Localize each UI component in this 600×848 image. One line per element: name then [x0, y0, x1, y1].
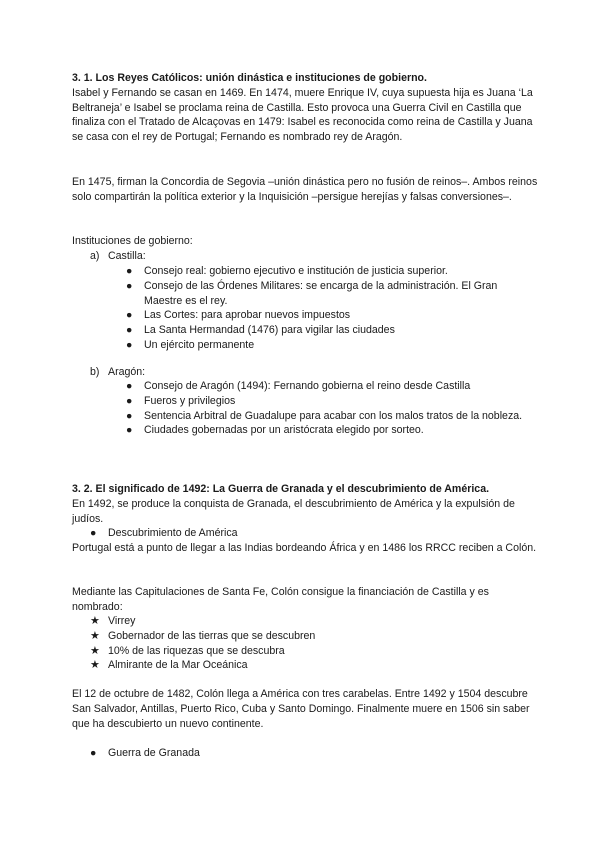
discovery-list [90, 526, 530, 541]
star-icon: ★ [90, 659, 100, 672]
section-2-paragraph-4-block [72, 687, 542, 731]
star-icon: ★ [90, 644, 100, 657]
list-item [126, 409, 536, 424]
list-item-text: Consejo real: gobierno ejecutivo e institución de justicia superior. [144, 265, 448, 277]
bullet-icon: ● [126, 279, 133, 292]
list-item [126, 379, 536, 394]
bullet-icon: ● [126, 380, 133, 392]
castilla-label: Castilla: [108, 250, 146, 262]
section-2-paragraph-3-block [72, 585, 542, 615]
list-item-text: Consejo de las Órdenes Militares: se encarga de la administración. El Gran Maestre es el rey. [144, 279, 498, 307]
bullet-icon: ● [126, 424, 133, 437]
aragon-label: Aragón: [108, 366, 146, 378]
bullet-icon: ● [126, 324, 133, 337]
titles-list [90, 614, 530, 673]
list-item [90, 629, 530, 644]
list-item-text: Ciudades gobernadas por un aristócrata elegido por sorteo. [144, 424, 424, 437]
star-icon: ★ [90, 615, 100, 627]
bullet-icon: ● [126, 338, 133, 351]
list-item [126, 423, 536, 438]
section-2-heading: 3. 2. El significado de 1492: La Guerra de Granada y el descubrimiento de América. [72, 483, 490, 495]
bullet-icon: ● [126, 409, 133, 422]
aragon-marker: b) [90, 366, 100, 378]
list-item [90, 658, 530, 673]
list-item [126, 394, 536, 409]
list-item-text: Consejo de Aragón (1494): Fernando gobierna el reino desde Castilla [144, 380, 471, 392]
section-2-paragraph-2-block [72, 541, 542, 556]
section-2-paragraph-2: Portugal está a punto de llegar a las Indias bordeando África y en 1486 los RRCC reciben a Colón. [72, 542, 537, 554]
list-item [126, 308, 536, 323]
section-1-heading: 3. 1. Los Reyes Católicos: unión dinástica e instituciones de gobierno. [72, 72, 427, 84]
list-item [90, 614, 530, 629]
list-item-text: Un ejército permanente [144, 338, 255, 351]
bullet-icon: ● [126, 309, 133, 322]
section-1 [72, 71, 542, 145]
list-item-text: Fueros y privilegios [144, 394, 236, 407]
list-item-text: Las Cortes: para aprobar nuevos impuestos [144, 309, 351, 322]
list-item-text: Sentencia Arbitral de Guadalupe para acabar con los malos tratos de la nobleza. [144, 409, 523, 422]
institutions-title: Instituciones de gobierno: [72, 235, 193, 247]
list-item-text: La Santa Hermandad (1476) para vigilar las ciudades [144, 324, 395, 337]
list-item [126, 264, 536, 279]
list-item-text: Gobernador de las tierras que se descubren [108, 629, 316, 642]
list-item [126, 323, 536, 338]
granada-list [90, 746, 530, 761]
section-2 [72, 482, 542, 526]
bullet-icon: ● [90, 527, 97, 539]
list-item [90, 746, 530, 761]
list-item [90, 526, 530, 541]
bullet-icon: ● [126, 265, 133, 277]
castilla-list [126, 264, 536, 353]
section-1-paragraph-1: Isabel y Fernando se casan en 1469. En 1474, muere Enrique IV, cuya supuesta hija es Juana ‘La Beltraneja’ e Isabel se proclama reina de Castilla. Esto provoca una Guerra Civil en Castilla que finaliza con el Tratado de Alcaçovas en 1479: Isabel es reconocida como reina de Castilla y Juana se casa con el rey de Portugal; Fernando es nombrado rey de Aragón. [72, 86, 533, 144]
section-2-paragraph-4: El 12 de octubre de 1482, Colón llega a América con tres carabelas. Entre 1492 y 1504 descubre San Salvador, Antillas, Puerto Rico, Cuba y Santo Domingo. Finalmente muere en 1506 sin saber que ha descubierto un nuevo continente. [72, 688, 530, 730]
list-item-text: Almirante de la Mar Oceánica [108, 659, 248, 672]
list-item-text: Descubrimiento de América [108, 527, 238, 539]
list-item-text: Guerra de Granada [108, 747, 200, 759]
list-item [126, 338, 536, 353]
castilla-heading [90, 249, 146, 264]
aragon-heading [90, 365, 145, 380]
institutions-title-block [72, 234, 542, 249]
list-item [126, 279, 536, 309]
list-item-text: 10% de las riquezas que se descubra [108, 644, 285, 657]
section-1-paragraph-2-block [72, 175, 542, 205]
list-item [90, 644, 530, 659]
bullet-icon: ● [126, 394, 133, 407]
list-item-text: Virrey [108, 615, 136, 627]
castilla-marker: a) [90, 250, 100, 262]
section-2-paragraph-3: Mediante las Capitulaciones de Santa Fe, Colón consigue la financiación de Castilla y es nombrado: [72, 586, 489, 613]
star-icon: ★ [90, 629, 100, 642]
aragon-list [126, 379, 536, 438]
section-1-paragraph-2: En 1475, firman la Concordia de Segovia –unión dinástica pero no fusión de reinos–. Ambos reinos solo compartirán la política exterior y la Inquisición –persigue herejías y falsas conversiones–. [72, 176, 538, 203]
section-2-paragraph-1: En 1492, se produce la conquista de Granada, el descubrimiento de América y la expulsión de judíos. [72, 497, 515, 525]
bullet-icon: ● [90, 747, 97, 759]
